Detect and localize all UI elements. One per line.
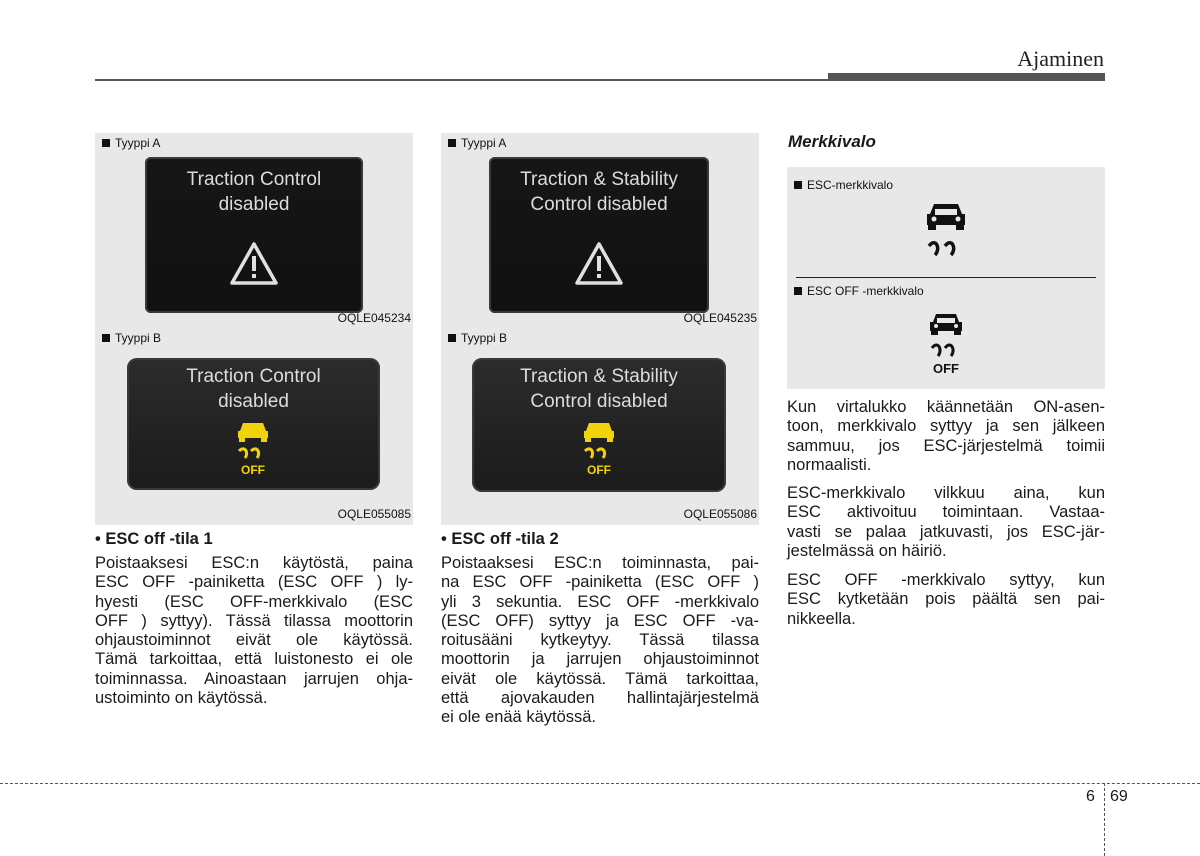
- text-line: ESC OFF -merkkivalo syttyy, kun: [787, 571, 1105, 589]
- text-line: ustoiminto on käytössä.: [95, 689, 268, 708]
- off-label: OFF: [241, 463, 265, 477]
- text-line: moottorin ja jarrujen ohjaustoiminnot: [441, 650, 759, 669]
- text-line: na ESC OFF -painiketta (ESC OFF ): [441, 573, 759, 592]
- figure-code: OQLE045235: [683, 311, 757, 325]
- figure-panel-col1-type-a: [95, 133, 413, 329]
- merkkivalo-para-2: [787, 484, 1105, 561]
- footer-dashed-rule: [0, 783, 1200, 784]
- text-line: ei ole enää käytössä.: [441, 708, 597, 727]
- figure-panel-col2-type-b: [441, 329, 759, 525]
- section-title-merkkivalo: Merkkivalo: [788, 132, 876, 151]
- merkkivalo-para-3: [787, 571, 1105, 629]
- header-rule: [95, 79, 828, 81]
- text-line: hyesti (ESC OFF-merkkivalo (ESC: [95, 592, 413, 611]
- text-line: yli 3 sekuntia. ESC OFF -merkkivalo: [441, 592, 759, 611]
- cluster-screen-type-a: [145, 157, 363, 313]
- text-line: Kun virtalukko käännetään ON-asen-: [787, 398, 1105, 416]
- page-number: 69: [1110, 788, 1128, 805]
- text-line: toon, merkkivalo syttyy ja sen jälkeen: [787, 417, 1105, 436]
- text-line: Poistaaksesi ESC:n käytöstä, paina: [95, 554, 413, 572]
- panel-divider: [796, 277, 1096, 278]
- section-heading-esc-off-2: • ESC off -tila 2: [441, 530, 559, 548]
- chapter-title: Ajaminen: [1017, 46, 1104, 71]
- section-heading-esc-off-1: • ESC off -tila 1: [95, 530, 213, 548]
- merkkivalo-para-1: [787, 398, 1105, 475]
- text-line: jestelmässä on häiriö.: [787, 541, 947, 560]
- esc-off-indicator-icon: [926, 311, 966, 363]
- figure-caption: Tyyppi A: [102, 136, 160, 150]
- figure-code: OQLE045234: [337, 311, 411, 325]
- text-line: OFF ) syttyy). Tässä tilassa moottorin: [95, 611, 413, 630]
- off-label: OFF: [587, 463, 611, 477]
- figure-panel-col1-type-b: [95, 329, 413, 525]
- text-line: ESC-merkkivalo vilkkuu aina, kun: [787, 484, 1105, 502]
- screen-message: Traction Control disabled: [186, 169, 322, 215]
- figure-caption: ESC OFF -merkkivalo: [794, 284, 924, 298]
- text-line: toiminnassa. Ainoastaan jarrujen ohja-: [95, 669, 413, 688]
- esc-indicator-icon: [921, 201, 971, 263]
- header-bar: [828, 73, 1105, 81]
- figure-code: OQLE055086: [683, 507, 757, 521]
- text-line: eivät ole käytössä. Tämä tarkoittaa,: [441, 669, 759, 688]
- text-line: (ESC OFF) syttyy ja ESC OFF -va-: [441, 611, 759, 630]
- figure-panel-col2-type-a: [441, 133, 759, 329]
- footer-vertical-divider: [1104, 783, 1105, 856]
- text-line: nikkeella.: [787, 609, 856, 628]
- off-label: OFF: [933, 361, 959, 376]
- figure-code: OQLE055085: [337, 507, 411, 521]
- cluster-screen-type-a: [489, 157, 709, 313]
- screen-message: Traction Control disabled: [186, 366, 321, 412]
- figure-caption: Tyyppi B: [102, 331, 161, 345]
- chapter-number: 6: [1086, 788, 1095, 805]
- screen-message: Traction & Stability Control disabled: [520, 169, 678, 215]
- figure-caption: ESC-merkkivalo: [794, 178, 893, 192]
- warning-triangle-icon: [229, 241, 279, 287]
- figure-caption: Tyyppi B: [448, 331, 507, 345]
- section1-body: [95, 554, 413, 708]
- text-line: ESC OFF -painiketta (ESC OFF ) ly-: [95, 573, 413, 592]
- text-line: ESC kytketään pois päältä sen pai-: [787, 590, 1105, 609]
- screen-message: Traction & Stability Control disabled: [520, 366, 678, 412]
- text-line: normaalisti.: [787, 455, 872, 474]
- text-line: Tämä tarkoittaa, että luistonesto ei ole: [95, 650, 413, 669]
- text-line: vasti se palaa jatkuvasti, jos ESC-jär-: [787, 522, 1105, 541]
- text-line: että ajovakauden hallintajärjestelmä: [441, 689, 759, 708]
- warning-triangle-icon: [574, 241, 624, 287]
- text-line: ESC aktivoituu toimintaan. Vastaa-: [787, 503, 1105, 522]
- figure-caption: Tyyppi A: [448, 136, 506, 150]
- cluster-screen-type-b: [127, 358, 380, 490]
- text-line: roitusääni kytkeytyy. Tässä tilassa: [441, 631, 759, 650]
- cluster-screen-type-b: [472, 358, 726, 492]
- text-line: ohjaustoiminnot eivät ole käytössä.: [95, 631, 413, 650]
- indicator-panel: [787, 167, 1105, 389]
- section2-body: [441, 554, 759, 728]
- text-line: Poistaaksesi ESC:n toiminnasta, pai-: [441, 554, 759, 572]
- text-line: sammuu, jos ESC-järjestelmä toimii: [787, 436, 1105, 455]
